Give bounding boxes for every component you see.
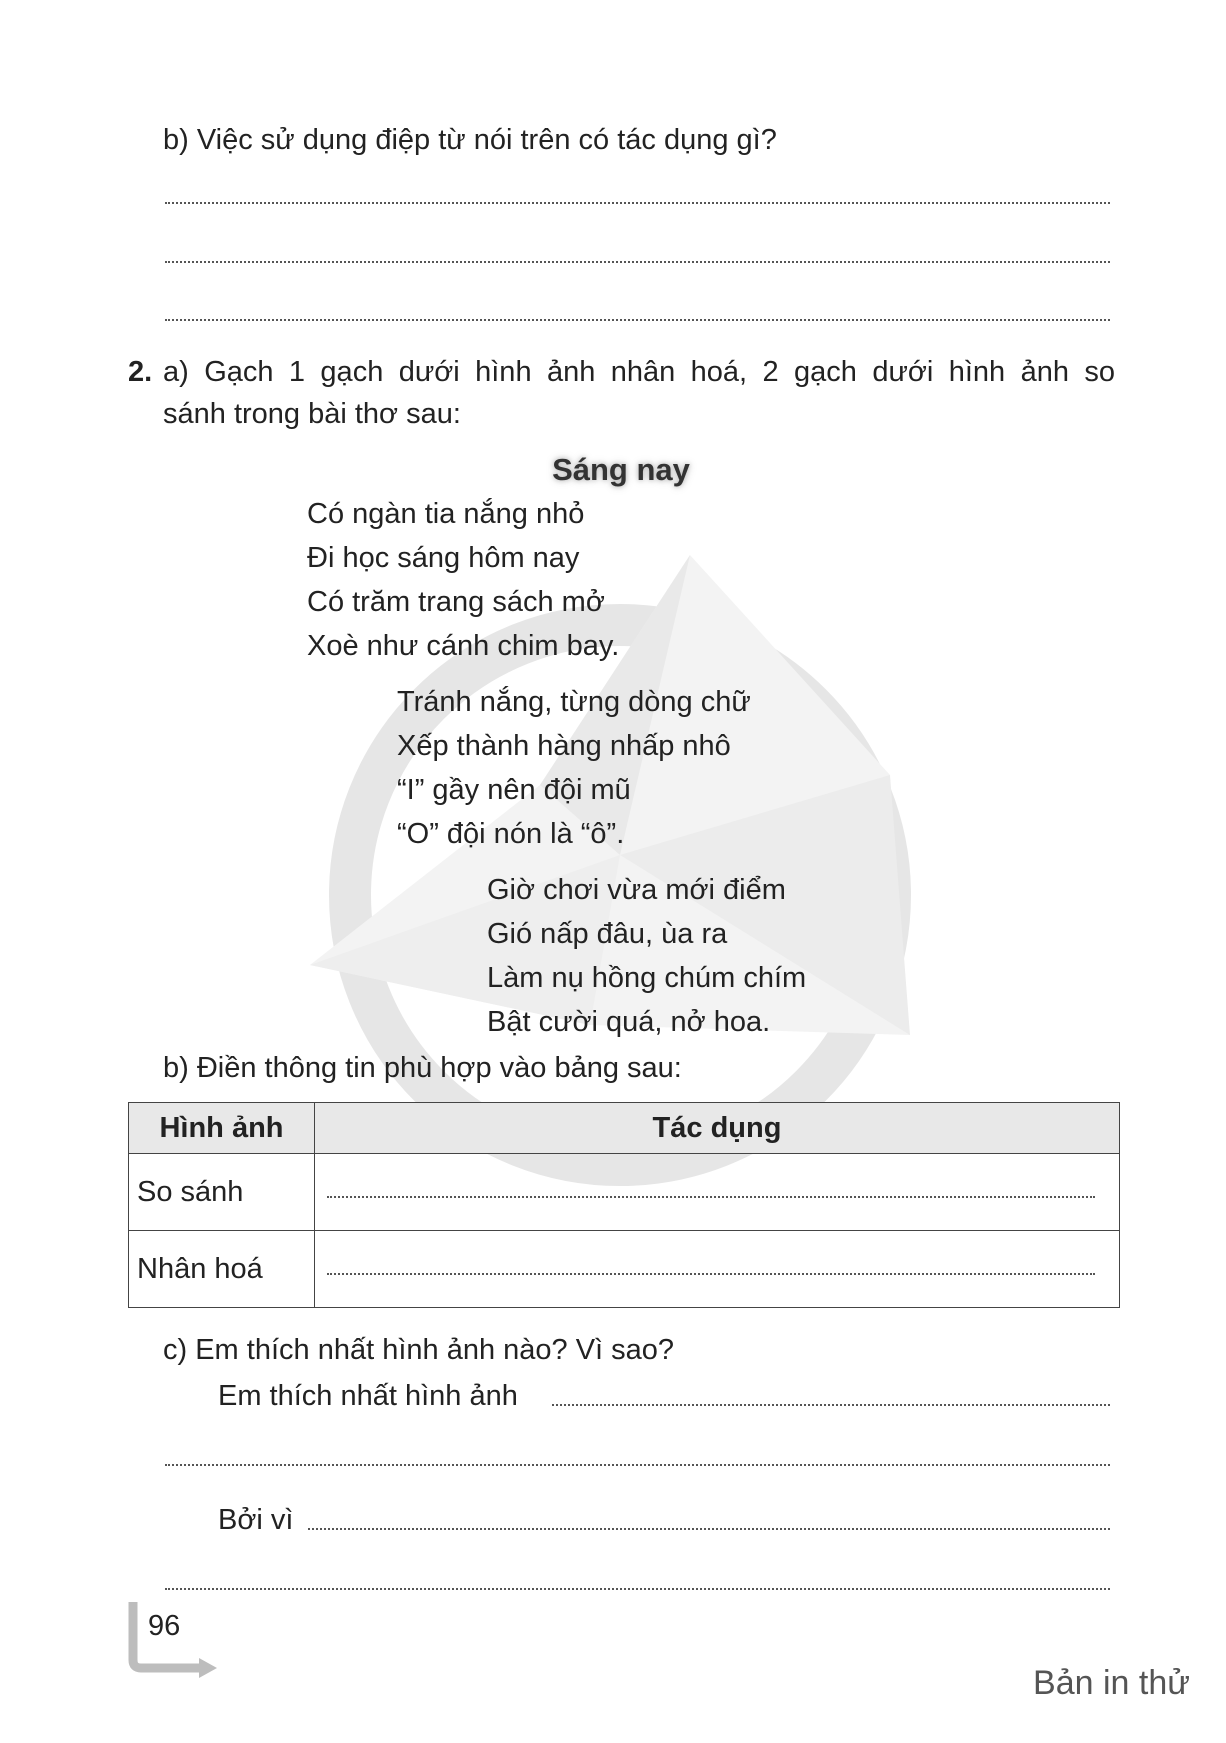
answer-cell[interactable]: [315, 1154, 1120, 1231]
poem-line: Xếp thành hàng nhấp nhô: [397, 730, 731, 762]
poem-line: Có trăm trang sách mở: [307, 586, 605, 618]
table-row: [129, 1231, 1120, 1308]
poem-line: Tránh nắng, từng dòng chữ: [397, 686, 751, 718]
answer-line[interactable]: [327, 1273, 1095, 1275]
poem-line: Giờ chơi vừa mới điểm: [487, 874, 786, 906]
question-2b: b) Điền thông tin phù hợp vào bảng sau:: [163, 1052, 682, 1084]
table-header: Hình ảnh: [129, 1103, 315, 1154]
info-table: [128, 1102, 1120, 1308]
answer-cell[interactable]: [315, 1231, 1120, 1308]
table-header: Tác dụng: [315, 1103, 1120, 1154]
poem-line: “O” đội nón là “ô”.: [397, 818, 625, 850]
answer-line[interactable]: [552, 1404, 1110, 1406]
question-1b: b) Việc sử dụng điệp từ nói trên có tác dụng gì?: [163, 124, 777, 156]
poem-line: Làm nụ hồng chúm chím: [487, 962, 807, 994]
poem-line: Đi học sáng hôm nay: [307, 542, 580, 574]
question-2a-line2: sánh trong bài thơ sau:: [163, 398, 461, 430]
question-number: 2.: [128, 356, 153, 388]
answer-line[interactable]: [327, 1196, 1095, 1198]
answer-line[interactable]: [165, 319, 1110, 321]
row-label: So sánh: [137, 1175, 244, 1208]
answer-line[interactable]: [308, 1528, 1110, 1530]
answer-line[interactable]: [165, 1588, 1110, 1590]
poem-line: “I” gầy nên đội mũ: [397, 774, 631, 806]
poem-line: Gió nấp đâu, ùa ra: [487, 918, 728, 950]
row-label: Nhân hoá: [137, 1252, 263, 1285]
poem-line: Bật cười quá, nở hoa.: [487, 1006, 771, 1038]
page-number: 96: [148, 1610, 181, 1642]
question-2c: c) Em thích nhất hình ảnh nào? Vì sao?: [163, 1334, 675, 1366]
poem-line: Có ngàn tia nắng nhỏ: [307, 498, 585, 530]
poem-title: Sáng nay: [552, 452, 690, 487]
prompt-because: Bởi vì: [218, 1504, 294, 1536]
answer-line[interactable]: [165, 1464, 1110, 1466]
answer-line[interactable]: [165, 202, 1110, 204]
table-row: [129, 1154, 1120, 1231]
footer-label: Bản in thử: [1033, 1664, 1190, 1702]
poem-line: Xoè như cánh chim bay.: [307, 630, 620, 662]
prompt-favorite-image: Em thích nhất hình ảnh: [218, 1380, 518, 1412]
question-2a-line1: a) Gạch 1 gạch dưới hình ảnh nhân hoá, 2 gạch dưới hình ảnh so: [163, 356, 1115, 388]
answer-line[interactable]: [165, 261, 1110, 263]
